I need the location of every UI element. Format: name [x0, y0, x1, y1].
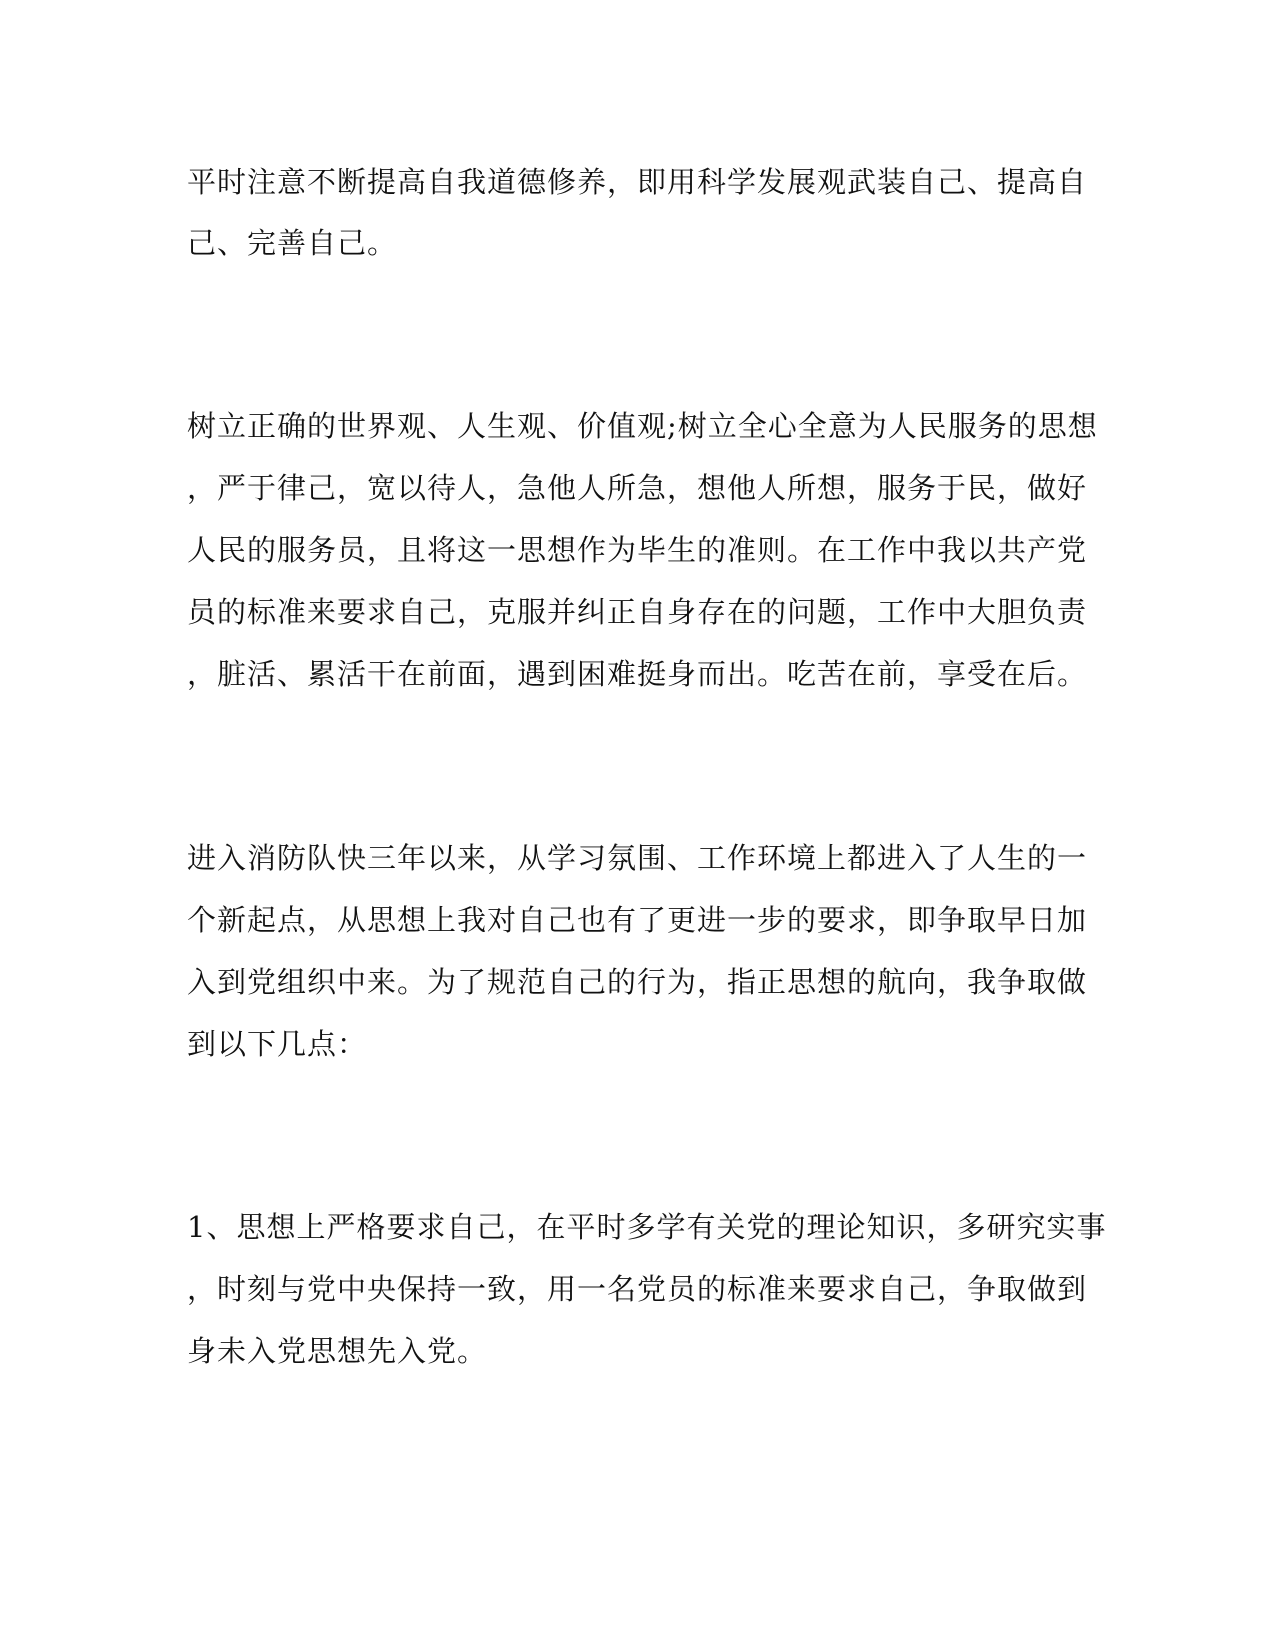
paragraph-2-line-3: 人民的服务员，且将这一思想作为毕生的准则。在工作中我以共产党: [187, 533, 1088, 567]
paragraph-4-line-3: 身未入党思想先入党。: [187, 1334, 488, 1368]
paragraph-3-line-3: 入到党组织中来。为了规范自己的行为，指正思想的航向，我争取做: [187, 965, 1088, 999]
paragraph-4-line-1: 1、思想上严格要求自己，在平时多学有关党的理论知识，多研究实事: [187, 1210, 1107, 1244]
paragraph-3-line-2: 个新起点，从思想上我对自己也有了更进一步的要求，即争取早日加: [187, 903, 1088, 937]
paragraph-2-line-4: 员的标准来要求自己，克服并纠正自身存在的问题，工作中大胆负责: [187, 595, 1088, 629]
paragraph-1-line-2: 己、完善自己。: [187, 226, 398, 260]
paragraph-3-line-4: 到以下几点：: [187, 1027, 368, 1061]
paragraph-2-line-2: ，严于律己，宽以待人，急他人所急，想他人所想，服务于民，做好: [187, 471, 1088, 505]
paragraph-3-line-1: 进入消防队快三年以来，从学习氛围、工作环境上都进入了人生的一: [187, 841, 1088, 875]
paragraph-4-line-2: ，时刻与党中央保持一致，用一名党员的标准来要求自己，争取做到: [187, 1272, 1088, 1306]
paragraph-2-line-1: 树立正确的世界观、人生观、价值观;树立全心全意为人民服务的思想: [187, 409, 1098, 443]
paragraph-1-line-1: 平时注意不断提高自我道德修养，即用科学发展观武装自己、提高自: [187, 165, 1088, 199]
paragraph-2-line-5: ，脏活、累活干在前面，遇到困难挺身而出。吃苦在前，享受在后。: [187, 657, 1088, 691]
